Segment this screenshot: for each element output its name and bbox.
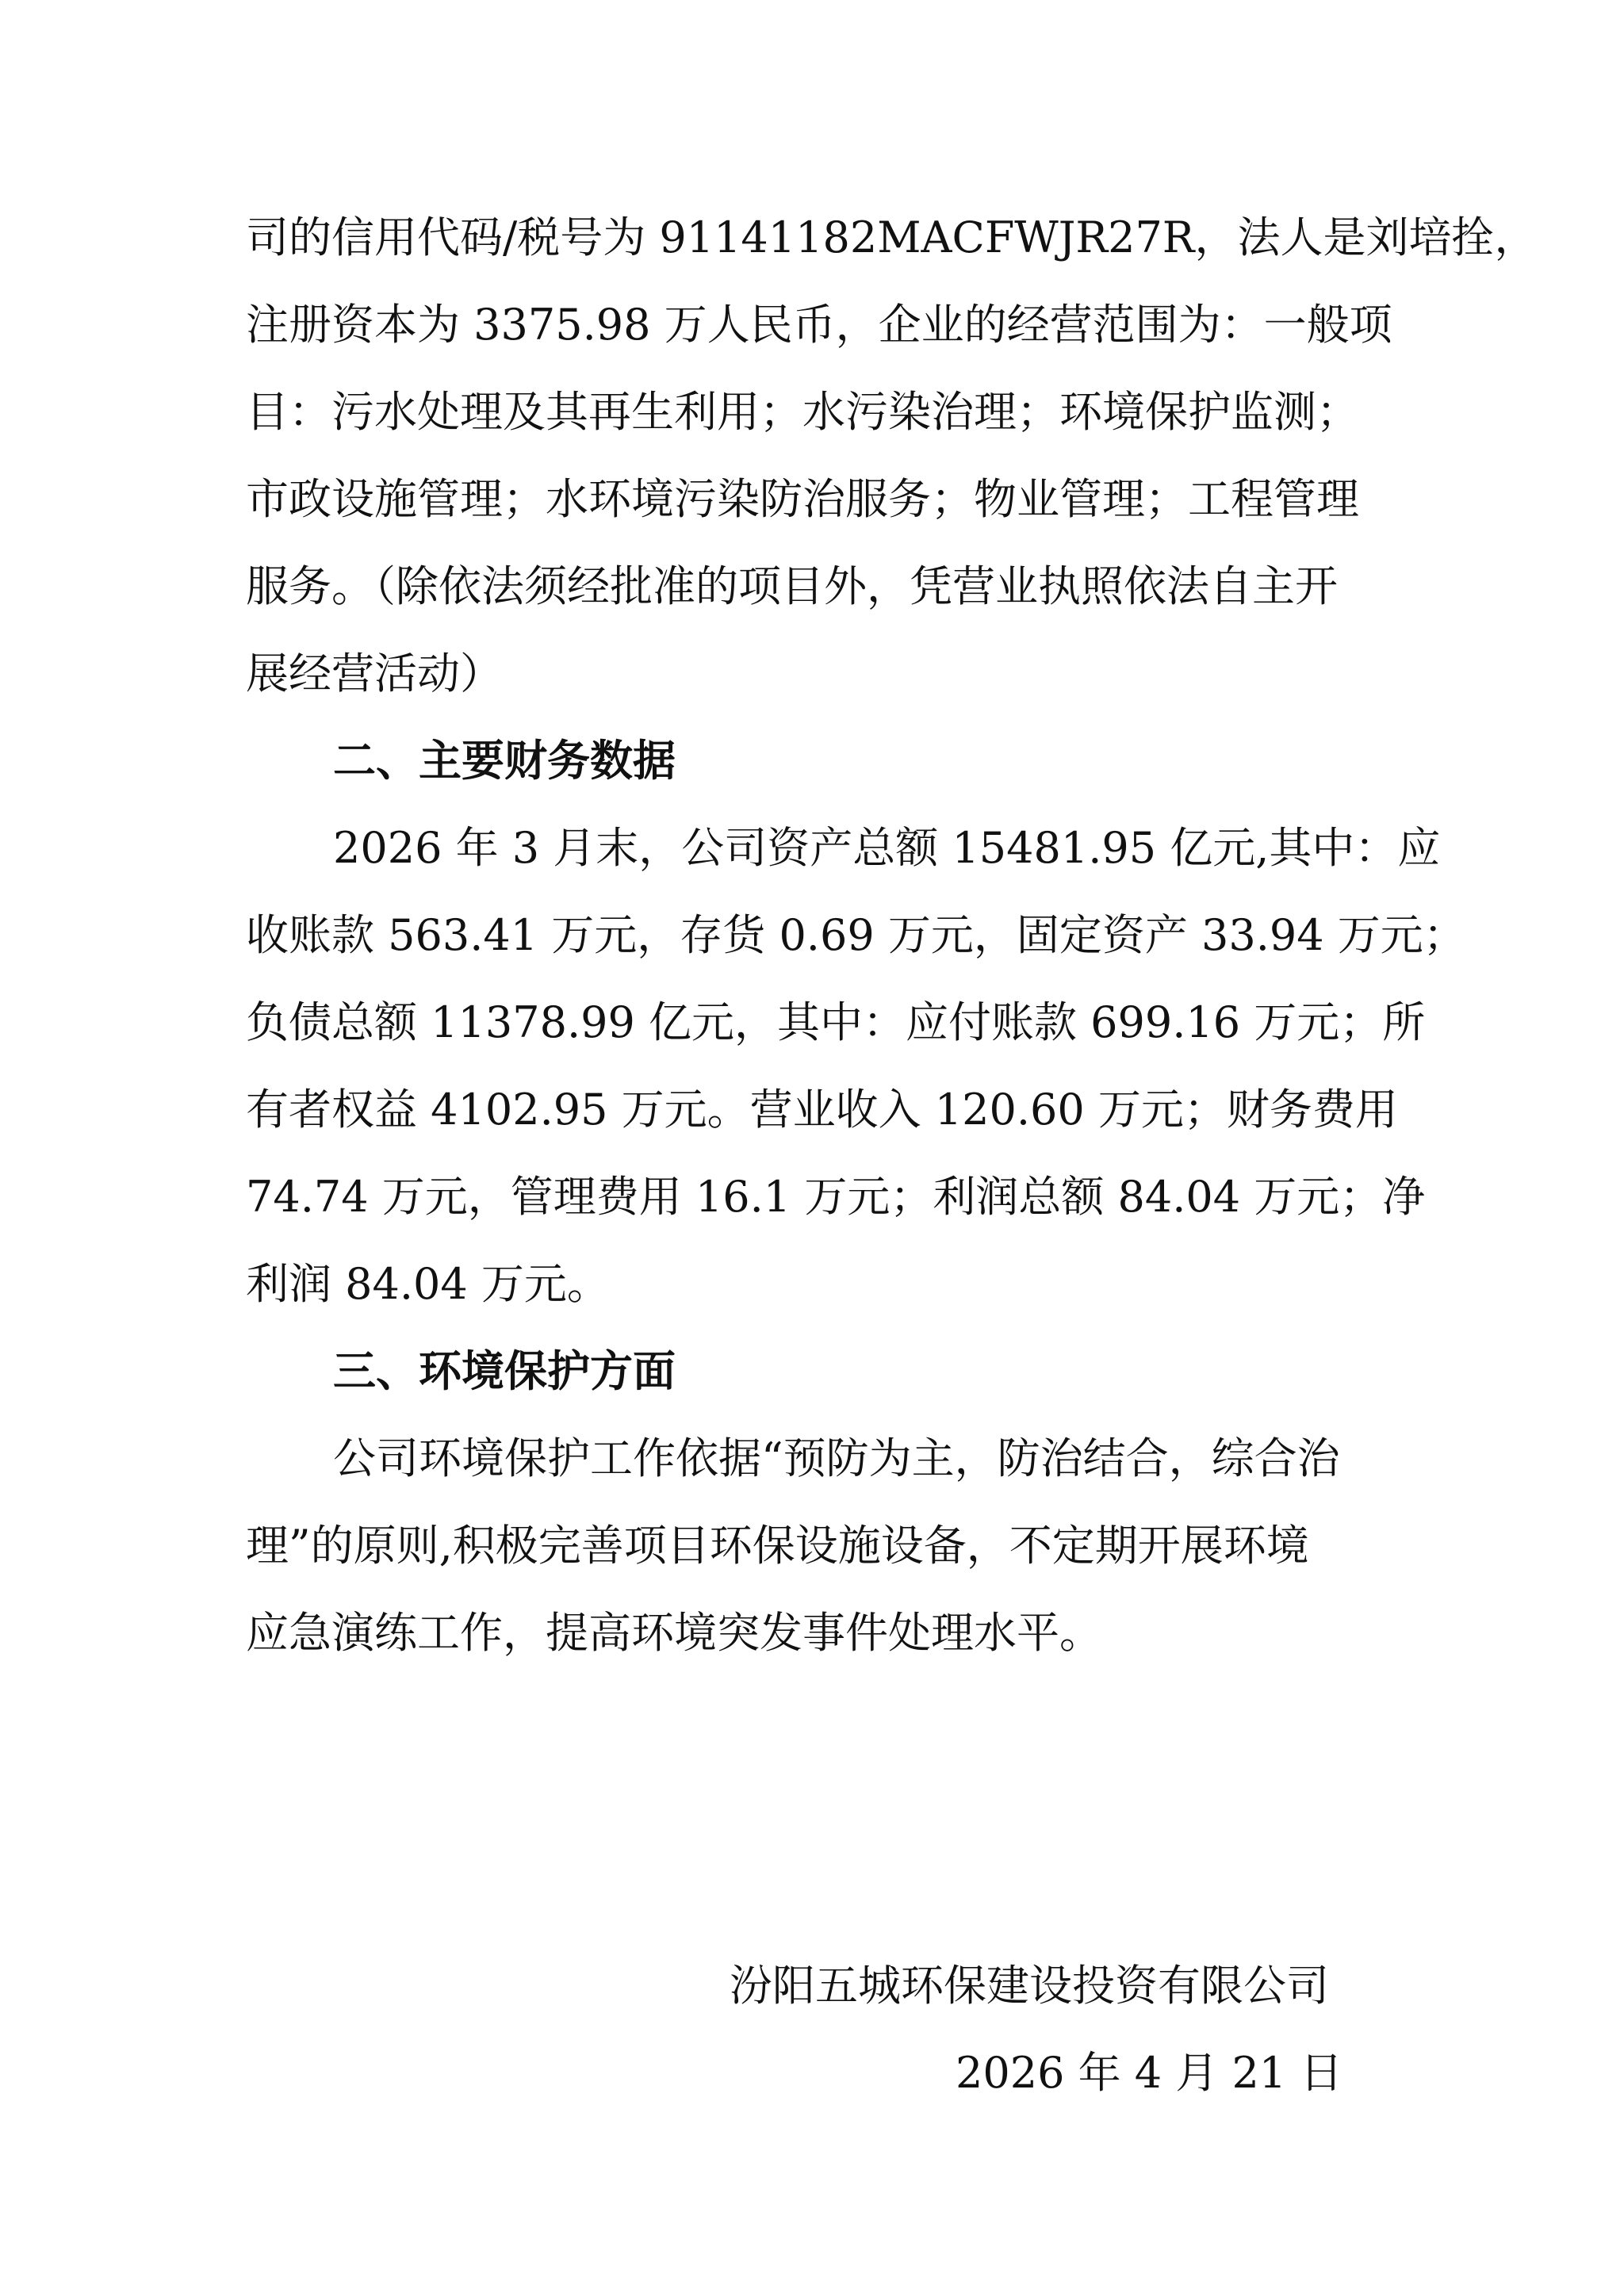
financial-data-line-4: 有者权益 4102.95 万元。营业收入 120.60 万元；财务费用 bbox=[246, 1085, 1398, 1135]
environmental-protection-line-2: 理”的原则,积极完善项目环保设施设备，不定期开展环境 bbox=[246, 1521, 1309, 1571]
financial-data-line-5: 74.74 万元，管理费用 16.1 万元；利润总额 84.04 万元；净 bbox=[246, 1172, 1426, 1222]
company-info-line-5: 服务。（除依法须经批准的项目外，凭营业执照依法自主开 bbox=[246, 561, 1338, 611]
section-heading-environmental-protection: 三、环境保护方面 bbox=[333, 1346, 676, 1396]
signature-company-name: 汾阳五城环保建设投资有限公司 bbox=[730, 1961, 1329, 2011]
signature-date: 2026 年 4 月 21 日 bbox=[956, 2048, 1343, 2098]
company-info-line-2: 注册资本为 3375.98 万人民币，企业的经营范围为：一般项 bbox=[246, 300, 1392, 350]
environmental-protection-line-1: 公司环境保护工作依据“预防为主，防治结合，综合治 bbox=[333, 1433, 1340, 1483]
financial-data-line-6: 利润 84.04 万元。 bbox=[246, 1259, 610, 1309]
company-info-line-6: 展经营活动） bbox=[246, 649, 503, 698]
financial-data-line-2: 收账款 563.41 万元，存货 0.69 万元，固定资产 33.94 万元； bbox=[246, 910, 1466, 960]
company-info-line-4: 市政设施管理；水环境污染防治服务；物业管理；工程管理 bbox=[246, 474, 1359, 524]
company-info-line-1: 司的信用代码/税号为 91141182MACFWJR27R，法人是刘培拴， bbox=[246, 212, 1538, 262]
environmental-protection-line-3: 应急演练工作，提高环境突发事件处理水平。 bbox=[246, 1608, 1102, 1658]
financial-data-line-3: 负债总额 11378.99 亿元，其中：应付账款 699.16 万元；所 bbox=[246, 997, 1426, 1047]
company-info-line-3: 目：污水处理及其再生利用；水污染治理；环境保护监测； bbox=[246, 387, 1359, 437]
financial-data-line-1: 2026 年 3 月末，公司资产总额 15481.95 亿元,其中：应 bbox=[333, 823, 1441, 873]
section-heading-financial-data: 二、主要财务数据 bbox=[333, 736, 676, 786]
